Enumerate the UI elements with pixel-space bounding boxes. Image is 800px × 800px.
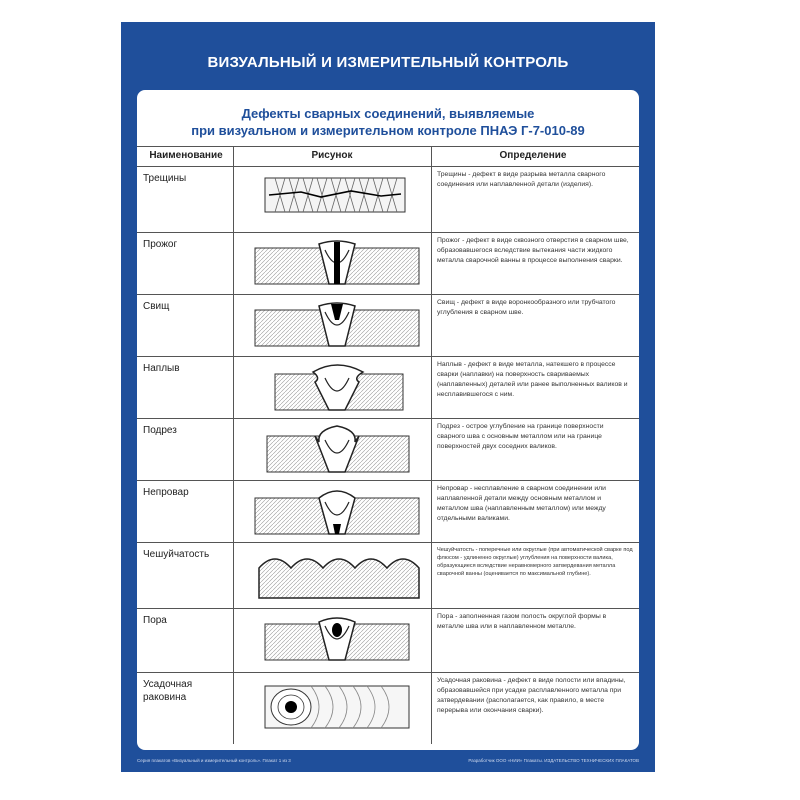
ripples-figure <box>241 546 427 606</box>
defect-name: Непровар <box>143 487 189 498</box>
defects-table <box>137 146 639 744</box>
footer-left-text: Серия плакатов «Визуальный и измерительный контроль». Плакат 1 из 3 <box>137 758 291 763</box>
defect-name: Подрез <box>143 425 177 436</box>
undercut-figure <box>241 422 427 478</box>
defect-definition: Наплыв - дефект в виде металла, натекшего в процессе сварки (наплавки) на поверхность свариваемых (наплавленных) деталей или ранее выполненных валиков и несплавившегося с ним. <box>437 361 628 398</box>
crack-figure <box>241 170 427 228</box>
burn-through-figure <box>241 236 427 292</box>
header-picture: Рисунок <box>311 150 353 161</box>
defect-definition: Усадочная раковина - дефект в виде полости или впадины, образовавшейся при усадке расплавленного металла при затвердевании (располагается, как правило, в месте перерыва или окончания сварки). <box>437 677 626 714</box>
table-row <box>137 672 639 744</box>
content-panel <box>137 90 639 750</box>
poster <box>121 22 655 772</box>
subtitle-line-1: Дефекты сварных соединений, выявляемые <box>241 106 535 121</box>
fistula-figure <box>241 298 427 354</box>
defect-name: Чешуйчатость <box>143 549 210 560</box>
table-row <box>137 166 639 232</box>
header-name: Наименование <box>149 150 223 161</box>
defect-name: Пора <box>143 615 167 626</box>
defect-definition: Прожог - дефект в виде сквозного отверстия в сварном шве, образовавшегося вследствие вытекания части жидкого металла сварочной ванны в процессе выполнения сварки. <box>437 237 629 264</box>
shrinkage-cavity-figure <box>241 676 427 740</box>
defect-name: Усадочная раковина <box>143 679 193 703</box>
defect-definition: Свищ - дефект в виде воронкообразного или трубчатого углубления в сварном шве. <box>437 299 616 316</box>
defect-definition: Непровар - несплавление в сварном соединении или наплавленной детали между основным металлом и металлом шва (наплавленным металлом) или между отдельными валиками. <box>437 485 606 522</box>
table-row <box>137 232 639 294</box>
subtitle-line-2: при визуальном и измерительном контроле ПНАЭ Г-7-010-89 <box>191 123 585 138</box>
header-definition: Определение <box>499 150 567 161</box>
overlap-figure <box>241 360 427 416</box>
defect-definition: Пора - заполненная газом полость округлой формы в металле шва или в наплавленном металле. <box>437 613 607 630</box>
poster-title: ВИЗУАЛЬНЫЙ И ИЗМЕРИТЕЛЬНЫЙ КОНТРОЛЬ <box>207 54 569 71</box>
defect-name: Наплыв <box>143 363 180 374</box>
table-row <box>137 542 639 608</box>
defect-definition: Трещины - дефект в виде разрыва металла сварного соединения или наплавленной детали (изделия). <box>437 171 606 188</box>
defect-definition: Чешуйчатость - поперечные или округлые (при автоматической сварке под флюсом - удлиненно округлые) углубления на поверхности валика, образующиеся вследствие неравномерного затвердевания металла сварочной ванны (оценивается по максимальной глубине). <box>437 547 633 577</box>
table-row <box>137 608 639 672</box>
table-row <box>137 418 639 480</box>
pore-figure <box>241 612 427 668</box>
table-row <box>137 480 639 542</box>
footer-right-text: Разработчик ООО «НИИ» Плакаты. ИЗДАТЕЛЬСТВО ТЕХНИЧЕСКИХ ПЛАКАТОВ <box>468 758 639 763</box>
table-row <box>137 356 639 418</box>
lack-of-fusion-figure <box>241 484 427 540</box>
defect-name: Свищ <box>143 301 170 312</box>
defect-name: Трещины <box>143 173 187 184</box>
table-rule <box>137 146 639 147</box>
defect-definition: Подрез - острое углубление на границе поверхности сварного шва с основным металлом или на границе поверхностей двух соседних валиков. <box>437 423 604 450</box>
defect-name: Прожог <box>143 239 178 250</box>
table-row <box>137 294 639 356</box>
